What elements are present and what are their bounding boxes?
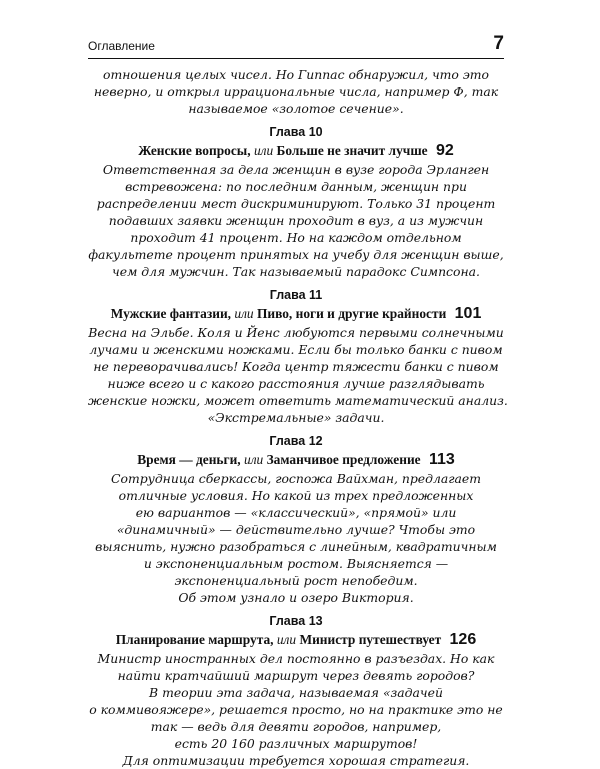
text-line: В теории эта задача, называемая «задачей bbox=[149, 685, 443, 700]
text-line: Ответственная за дела женщин в вузе города Эрланген bbox=[102, 162, 490, 177]
text-line: о коммивояжере», решается просто, но на практике это не bbox=[89, 702, 503, 717]
chapter-title-or: или bbox=[253, 143, 274, 158]
chapter-title-or: или bbox=[234, 306, 254, 321]
text-line: «Экстремальные» задачи. bbox=[207, 410, 385, 425]
text-line: факультете процент принятых на учебу для женщин выше, bbox=[88, 247, 504, 262]
text-line: Весна на Эльбе. Коля и Йенс любуются первыми солнечными bbox=[88, 325, 504, 340]
text-line: ею вариантов — «классический», «прямой» или bbox=[135, 505, 457, 520]
text-line: женские ножки, может ответить математический анализ. bbox=[88, 393, 508, 408]
text-line: Сотрудница сберкассы, госпожа Вайхман, предлагает bbox=[111, 471, 481, 486]
text-line: проходит 41 процент. Но на каждом отдельном bbox=[130, 230, 462, 245]
text-line: выяснить, нужно разобраться с линейным, квадратичным bbox=[95, 539, 497, 554]
chapter-summary bbox=[88, 324, 508, 426]
chapter-title-alt: Министр путешествует bbox=[299, 632, 442, 647]
chapter-summary bbox=[88, 650, 504, 769]
chapter-page-number: 126 bbox=[449, 631, 477, 648]
text-line: лучами и женскими ножками. Если бы только банки с пивом bbox=[89, 342, 503, 357]
page-number: 7 bbox=[493, 33, 504, 54]
chapter-entry-10 bbox=[88, 124, 504, 280]
text-line: есть 20 160 различных маршрутов! bbox=[174, 736, 418, 751]
text-line: неверно, и открыл иррациональные числа, например Ф, так bbox=[93, 84, 499, 99]
toc-page bbox=[88, 30, 508, 769]
chapter-entry-13 bbox=[88, 613, 504, 769]
chapter-title-alt: Больше не значит лучше bbox=[276, 143, 428, 158]
text-line: «динамичный» — действительно лучше? Чтобы это bbox=[116, 522, 476, 537]
chapter-page-number: 113 bbox=[428, 451, 455, 468]
chapter-summary bbox=[88, 161, 504, 280]
text-line: встревожена: по последним данным, женщин при bbox=[125, 179, 467, 194]
running-header bbox=[88, 30, 504, 59]
chapter-summary bbox=[88, 470, 504, 606]
chapter-title-main: Женские вопросы, bbox=[138, 143, 251, 158]
text-line: чем для мужчин. Так называемый парадокс Симпсона. bbox=[112, 264, 480, 279]
chapter-title-main: Время — деньги, bbox=[137, 452, 241, 467]
chapter-title-alt: Заманчивое предложение bbox=[266, 452, 421, 467]
text-line: найти кратчайший маршрут через девять городов? bbox=[117, 668, 475, 683]
chapter-title[interactable] bbox=[88, 450, 504, 470]
chapter-entry-12 bbox=[88, 433, 504, 606]
chapter-page-number: 101 bbox=[454, 305, 482, 322]
chapter-title[interactable] bbox=[88, 630, 504, 650]
chapter-label: Глава 11 bbox=[269, 288, 323, 302]
chapter-page-number: 92 bbox=[435, 142, 454, 159]
chapter-title-or: или bbox=[244, 452, 264, 467]
chapter-title[interactable] bbox=[88, 141, 504, 161]
text-line: подавших заявки женщин проходит в вуз, а из мужчин bbox=[108, 213, 484, 228]
text-line: отличные условия. Но какой из трех предложенных bbox=[118, 488, 474, 503]
text-line: отношения целых чисел. Но Гиппас обнаружил, что это bbox=[103, 67, 489, 82]
intro-paragraph bbox=[88, 66, 504, 117]
text-line: распределении мест дискриминируют. Только 31 процент bbox=[96, 196, 496, 211]
text-line: Министр иностранных дел постоянно в разъездах. Но как bbox=[97, 651, 495, 666]
text-line: ниже всего и с какого расстояния лучше разглядывать bbox=[107, 376, 485, 391]
text-line: Об этом узнало и озеро Виктория. bbox=[178, 590, 414, 605]
text-line: так — ведь для девяти городов, например, bbox=[150, 719, 442, 734]
text-line: Для оптимизации требуется хорошая стратегия. bbox=[122, 753, 470, 768]
chapter-label: Глава 10 bbox=[269, 125, 323, 139]
chapter-title-main: Мужские фантазии, bbox=[110, 306, 232, 321]
chapter-title-main: Планирование маршрута, bbox=[115, 632, 274, 647]
chapter-title-or: или bbox=[276, 632, 297, 647]
text-line: не переворачивались! Когда центр тяжести банки с пивом bbox=[93, 359, 499, 374]
chapter-entry-11 bbox=[88, 287, 508, 426]
running-title: Оглавление bbox=[88, 39, 155, 53]
chapter-title-alt: Пиво, ноги и другие крайности bbox=[256, 306, 447, 321]
chapter-label: Глава 12 bbox=[269, 434, 323, 448]
chapter-label: Глава 13 bbox=[269, 614, 323, 628]
chapter-title[interactable] bbox=[88, 304, 504, 324]
text-line: экспоненциальный рост непобедим. bbox=[174, 573, 418, 588]
text-line: и экспоненциальным ростом. Выясняется — bbox=[143, 556, 449, 571]
text-line: называемое «золотое сечение». bbox=[188, 101, 404, 116]
